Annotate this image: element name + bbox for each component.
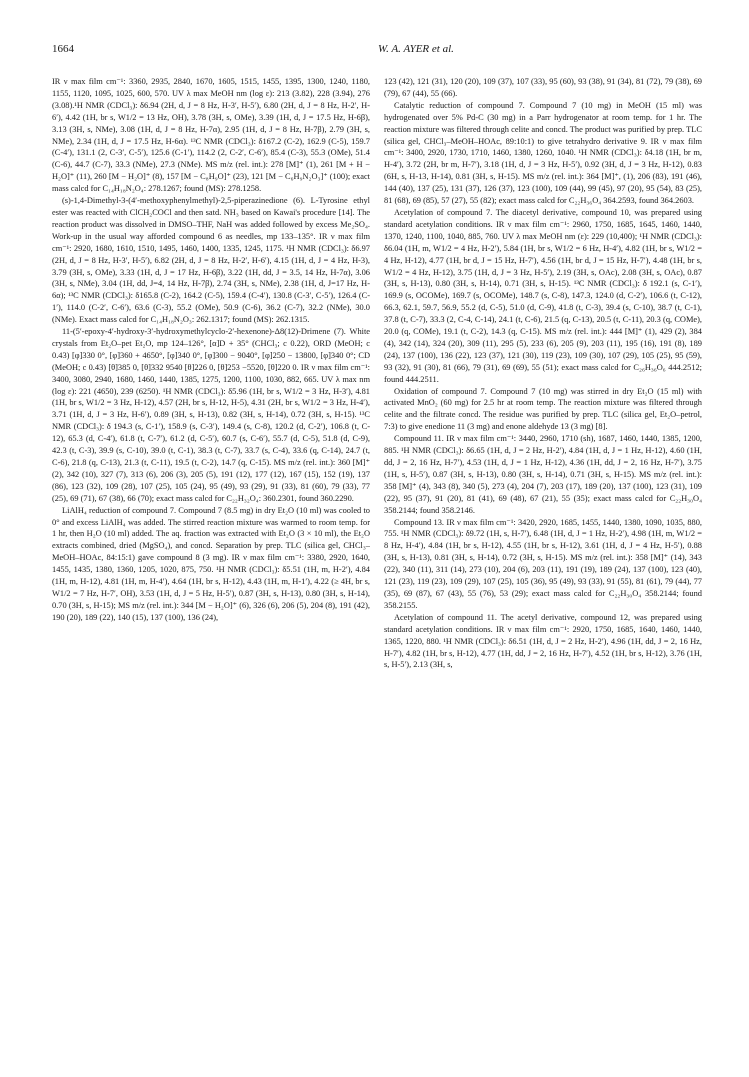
paragraph: Acetylation of compound 7. The diacetyl derivative, compound 10, was prepared using standard acetylation conditions. IR ν max film cm⁻¹: 2960, 1750, 1685, 1645, 1460, 1440, 1370, 1240, 1100, 1040, 885, 760. UV λ max MeOH nm (ε): 229 (10,400); ¹H NMR (CDCl₃): δ6.04 (1H, m, W1/2 = 4 Hz, H-2′), 5.84 (1H, br s, W1/2 = 6 Hz, H-4′), 4.82 (1H, br s, W1/2 = 4 Hz, H-12), 4.77 (1H, br d, J = 15 Hz, H-7′), 4.56 (1H, br d, J = 15 Hz, H-7′), 4.48 (1H, br s, W1/2 = 4 Hz, H-12), 3.75 (1H, d, J = 3 Hz, H-5′), 2.19 (3H, s, OAc), 2.08 (3H, s, OAc), 0.87 (3H, s, H-13), 0.80 (3H, s, H-14), 0.71 (3H, s, H-15). ¹³C NMR (CDCl₃): δ 192.1 (s, C-1′), 169.9 (s, OCOMe), 169.7 (s, OCOMe), 148.7 (s, C-8), 147.3, 124.0 (d, C-2′), 106.6 (t, C-12), 66.3, 62.1, 59.7, 56.9, 55.2 (d, C-5), 51.0 (d, C-9), 41.8 (t, C-3), 39.4 (s, C-10), 38.7 (t, C-1), 37.8 (t, C-7), 33.3 (2, C-4, C-14), 24.1 (t, C-6), 21.5 (q, C-13), 20.5 (t, C-11), 20.3 (q, COMe), 20.0 (q, COMe), 19.1 (t, C-2), 14.3 (q, C-15). MS m/z (rel. int.): 444 [M]⁺ (1), 429 (2), 384 (4), 342 (14), 324 (20), 309 (11), 295 (5), 233 (6), 205 (9), 203 (11), 195 (16), 191 (8), 189 (24), 137 (100), 136 (22), 123 (37), 121 (30), 119 (23), 109 (30), 107 (29), 105 (25), 95 (59), 93 (32), 91 (30), 81 (66), 79 (31), 69 (69), 55 (51); exact mass calcd for C₂₆H₃₆O₆ 444.2512; found 444.2511. [384, 207, 702, 384]
paragraph: Acetylation of compound 11. The acetyl derivative, compound 12, was prepared using standard acetylation conditions. IR ν max film cm⁻¹: 2920, 1750, 1685, 1640, 1460, 1440, 1365, 1220, 880. ¹H NMR (CDCl₃): δ6.51 (1H, d, J = 2 Hz, H-2′), 4.96 (1H, dd, J = 2, 16 Hz, H-7′), 4.82 (1H, br s, H-12), 4.77 (1H, dd, J = 2, 16 Hz, H-7′), 4.52 (1H, br s, H-12), 3.76 (1H, s, H-5′), 2.13 (3H, s, [384, 612, 702, 670]
paragraph: 123 (42), 121 (31), 120 (20), 109 (37), 107 (33), 95 (60), 93 (38), 91 (34), 81 (72), 79 (38), 69 (79), 67 (44), 55 (66). [384, 77, 702, 98]
paragraph: IR ν max film cm⁻¹: 3360, 2935, 2840, 1670, 1605, 1515, 1455, 1395, 1300, 1240, 1180, 1155, 1120, 1095, 1025, 600, 570. UV λ max MeOH nm (log ε): 213 (3.82), 228 (3.94), 276 (3.08).¹H NMR (CDCl₃): δ6.94 (2H, d, J = 8 Hz, H-3′, H-5′), 6.80 (2H, d, J = 8 Hz, H-2′, H-6′), 4.42 (1H, br s, W1/2 = 13 Hz, OH), 3.78 (3H, s, OMe), 3.39 (1H, d, J = 17.5 Hz, H-6β), 3.13 (3H, s, NMe), 3.08 (1H, d, J = 8 Hz, H-7α), 2.95 (1H, d, J = 8 Hz, H-7β), 2.79 (3H, s, NMe), 2.34 (1H, d, J = 17.5 Hz, H-6α). ¹³C NMR (CDCl₃): δ167.2 (C-2), 162.9 (C-5), 159.7 (C-4′), 131.1 (2, C-3′, C-5′), 125.6 (C-1′), 114.2 (2, C-2′, C-6′), 85.4 (C-3), 55.3 (OMe), 51.4 (C-6), 44.7 (C-7), 33.3 (NMe), 27.3 (NMe). MS m/z (rel. int.): 278 [M]⁺ (1), 261 [M + H − H₂O]⁺ (11), 260 [M − H₂O]⁺ (8), 157 [M − C₈H₉O]⁺ (23), 121 [M − C₆H₉N₂O₃]⁺ (100); exact mass calcd for C₁₄H₁₈N₂O₄: 278.1267; found (MS): 278.1258. [52, 77, 370, 194]
right-column [384, 76, 702, 1066]
page-number: 1664 [52, 43, 74, 55]
paragraph: Catalytic reduction of compound 7. Compound 7 (10 mg) in MeOH (15 ml) was hydrogenated over 5% Pd-C (30 mg) in a Parr hydrogenator at room temp. for 1 hr. The reaction mixture was filtered through celite and concd. The product was purified by prep. TLC (silica gel, CHCl₃–MeOH–HOAc, 89:10:1) to give tetrahydro derivative 9. IR ν max film cm⁻¹: 3400, 2920, 1730, 1710, 1460, 1380, 1260, 1040. ¹H NMR (CDCl₃): δ4.18 (1H, br m, H-4′), 3.72 (2H, br m, H-7′), 3.18 (1H, d, J = 3 Hz, H-5′), 0.92 (3H, d, J = 3 Hz, H-12), 0.83 (6H, s, H-13, H-14), 0.81 (3H, s, H-15). MS m/z (rel. int.): 364 [M]⁺, (1), 206 (83), 191 (46), 144 (40), 137 (25), 131 (37), 126 (37), 123 (100), 109 (44), 99 (45), 97 (20), 95 (54), 83 (25), 81 (68), 69 (85), 57 (27), 55 (82); exact mass calcd for C₂₂H₃₆O₄ 364.2593, found 364.2603. [384, 100, 702, 206]
running-head: W. A. AYER et al. [378, 43, 454, 55]
paragraph: Oxidation of compound 7. Compound 7 (10 mg) was stirred in dry Et₂O (15 ml) with activated MnO₂ (60 mg) for 2.5 hr at room temp. The reaction mixture was filtered through celite and the filtrate concd. The residue was purified by prep. TLC (silica gel, Et₂O–petrol, 7:3) to give enedione 11 (3 mg) and enone aldehyde 13 (3 mg) [8]. [384, 386, 702, 432]
paragraph: Compound 13. IR ν max film cm⁻¹: 3420, 2920, 1685, 1455, 1440, 1380, 1090, 1035, 880, 755. ¹H NMR (CDCl₃): δ9.72 (1H, s, H-7′), 6.48 (1H, d, J = 1 Hz, H-2′), 4.98 (1H, m, W1/2 = 8 Hz, H-4′), 4.84 (1H, br s, H-12), 4.55 (1H, br s, H-12), 3.61 (1H, d, J = 4 Hz, H-5′), 0.88 (3H, s, H-13), 0.81 (3H, s, H-14), 0.72 (3H, s, H-15). MS m/z (rel. int.): 358 [M]⁺ (14), 343 (22), 340 (11), 311 (14), 273 (10), 204 (6), 203 (11), 191 (19), 189 (24), 137 (100), 123 (40), 121 (23), 119 (23), 109 (29), 107 (25), 105 (36), 95 (49), 93 (33), 91 (55), 81 (61), 79 (44), 77 (35), 69 (87), 67 (43), 55 (76), 53 (29); exact mass calcd for C₂₂H₃₀O₄ 358.2144; found 358.2155. [384, 517, 702, 610]
paragraph: LiAlH₄ reduction of compound 7. Compound 7 (8.5 mg) in dry Et₂O (10 ml) was cooled to 0° and excess LiAlH₄ was added. The stirred reaction mixture was warmed to room temp. for 1 hr, then H₂O (10 ml) added. The aq. fraction was extracted with Et₂O (3 × 10 ml), the Et₂O extracts combined, dried (MgSO₄), and concd. Separation by prep. TLC (silica gel, CHCl₃–MeOH–HOAc, 84:15:1) gave compound 8 (3 mg). IR ν max film cm⁻¹: 3380, 2920, 1640, 1455, 1435, 1380, 1360, 1205, 1020, 875, 750. ¹H NMR (CDCl₃): δ5.51 (1H, m, H-2′), 4.84 (1H, m, H-12), 4.81 (1H, m, H-4′), 4.64 (1H, br s, H-12), 4.43 (1H, m, H-1′), 4.22 (≥ 4H, br s, W1/2 = 7 Hz, H-7′, OH), 3.53 (1H, d, J = 5 Hz, H-5′), 0.87 (3H, s, H-13), 0.80 (3H, s, H-14), 0.70 (3H, s, H-15); MS m/z (rel. int.): 344 [M − H₂O]⁺ (6), 326 (6), 206 (5), 204 (8), 191 (42), 190 (20), 189 (22), 140 (15), 137 (100), 136 (24), [52, 505, 370, 622]
left-column [52, 76, 370, 1066]
paragraph: Compound 11. IR ν max film cm⁻¹: 3440, 2960, 1710 (sh), 1687, 1460, 1440, 1385, 1200, 885. ¹H NMR (CDCl₃): δ6.65 (1H, d, J = 2 Hz, H-2′), 4.84 (1H, d, J = 1 Hz, H-12), 4.60 (1H, dd, J = 2, 16 Hz, H-7′), 4.53 (1H, d, J = 1 Hz, H-12), 4.36 (1H, dd, J = 2, 16 Hz, H-7′), 3.75 (1H, s, H-5′), 0.87 (3H, s, H-13), 0.80 (3H, s, H-14), 0.71 (3H, s, H-15). MS m/z (rel. int.): 358 [M]⁺ (4), 343 (8), 340 (5), 273 (4), 204 (7), 203 (17), 189 (20), 137 (100), 123 (31), 109 (22), 95 (37), 91 (20), 81 (41), 69 (48), 67 (21), 55 (35); exact mass calcd for C₂₂H₃₀O₄ 358.2144; found 358.2146. [384, 434, 702, 515]
paragraph: (s)-1,4-Dimethyl-3-(4′-methoxyphenylmethyl)-2,5-piperazinedione (6). L-Tyrosine ethyl ester was reacted with ClCH₂COCl and then satd. NH₃ based on Kawai's procedure [14]. The reaction product was dissolved in DMSO–THF, NaH was added followed by excess Me₂SO₄. Work-up in the usual way afforded compound 6 as needles, mp 133–135°. IR ν max film cm⁻¹: 2920, 1680, 1610, 1510, 1495, 1460, 1400, 1335, 1245, 1175. ¹H NMR (CDCl₃): δ6.97 (2H, d, J = 8 Hz, H-3′, H-5′), 6.82 (2H, d, J = 8 Hz, H-2′, H-6′), 4.15 (1H, d, J = 4 Hz, H-3), 3.79 (3H, s, OMe), 3.33 (1H, d, J = 17 Hz, H-6β), 3.22 (1H, dd, J = 3.5, 14 Hz, H-7α), 3.06 (3H, s, NMe), 3.04 (1H, dd, J=4, 14 Hz, H-7β), 2.74 (3H, s, NMe), 2.38 (1H, d, J=17 Hz, H-6α); ¹³C NMR (CDCl₃): δ165.8 (C-2), 164.2 (C-5), 159.4 (C-4′), 130.8 (C-3′, C-5′), 126.4 (C-1′), 114.0 (C-2′, C-6′), 63.6 (C-3), 55.2 (OMe), 50.9 (C-6), 36.2 (C-7), 32.2 (NMe), 30.0 (NMe). Exact mass calcd for C₁₄H₁₈N₂O₃: 262.1317; found (MS): 262.1315. [52, 196, 370, 325]
paragraph: 11-(5′-epoxy-4′-hydroxy-3′-hydroxymethylcyclo-2′-hexenone)-Δ8(12)-Drimene (7). White crystals from Et₂O–pet Et₂O, mp 124–126°, [α]D + 35° (CHCl₃; c 0.22), ORD (MeOH; c 0.43) [φ]330 0°, [φ]360 + 4650°, [φ]340 0°, [φ]300 − 9040°, [φ]250 − 13800, [φ]340 0°; CD (MeOH; c 0.43) [θ]385 0, [θ]332 9540 [θ]226 0, [θ]253 −5520, [θ]220 0. IR ν max film cm⁻¹: 3400, 3080, 2940, 1680, 1460, 1440, 1385, 1275, 1200, 1100, 1030, 882, 665. UV λ max nm (log ε): 221 (4650), 239 (6250). ¹H NMR (CDCl₃): δ5.96 (1H, br s, W1/2 = 3 Hz, H-3′), 4.81 (1H, br s, W1/2 = 3 Hz, H-12), 4.57 (2H, br s, H-12, H-5), 4.31 (2H, br s, W1/2 = 3 Hz, H-4′), 3.71 (1H, d, J = 3 Hz, H-6′), 0.89 (3H, s, H-13), 0.82 (3H, s, H-14), 0.72 (3H, s, H-15). ¹³C NMR (CDCl₃): δ 194.3 (s, C-1′), 158.9 (s, C-3′), 149.4 (s, C-8), 120.2 (d, C-2′), 106.8 (t, C-12), 65.3 (d, C-4′), 61.8 (t, C-7′), 61.2 (d, C-5′), 60.7 (s, C-6′), 55.7 (d, C-5), 51.8 (d, C-9), 42.3 (t, C-3), 39.9 (s, C-10), 39.0 (t, C-1), 38.3 (t, C-7), 33.7 (s, C-4), 33.6 (q, C-14), 24.7 (t, C-6), 21.8 (q, C-13), 21.3 (t, C-11), 19.5 (t, C-2), 14.7 (q, C-15). MS m/z (rel. int.): 360 [M]⁺ (2), 342 (10), 327 (7), 313 (6), 206 (3), 205 (5), 191 (12), 177 (12), 167 (15), 152 (19), 137 (86), 123 (32), 109 (28), 107 (25), 105 (24), 95 (49), 93 (29), 91 (33), 81 (60), 79 (33), 77 (25), 69 (71), 67 (38), 66 (70); exact mass calcd for C₂₂H₃₂O₄: 360.2301, found 360.2290. [52, 327, 370, 503]
page-header [0, 43, 749, 63]
